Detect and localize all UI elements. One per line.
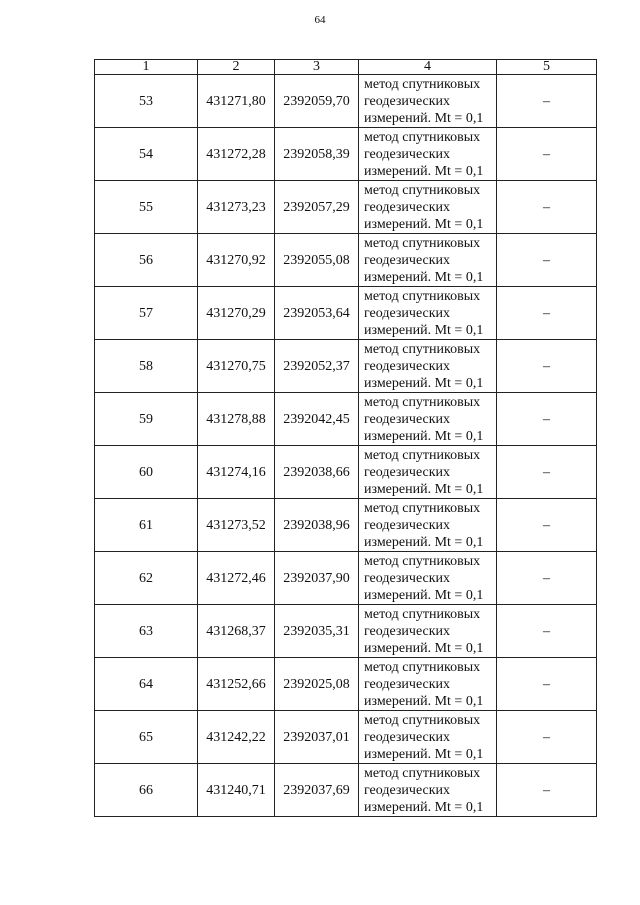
method-line: метод спутниковых — [364, 129, 481, 145]
x-coordinate-cell: 431278,88 — [198, 393, 275, 446]
x-coordinate-cell: 431272,46 — [198, 552, 275, 605]
point-number-cell: 60 — [95, 446, 198, 499]
point-number-cell: 53 — [95, 75, 198, 128]
table-row — [95, 446, 597, 499]
method-line: измерений. Mt = 0,1 — [364, 587, 484, 603]
table-row — [95, 605, 597, 658]
x-coordinate-cell: 431274,16 — [198, 446, 275, 499]
y-coordinate-cell: 2392037,69 — [275, 764, 359, 817]
y-coordinate-cell: 2392037,90 — [275, 552, 359, 605]
method-line: геодезических — [364, 358, 451, 374]
method-cell — [359, 340, 497, 393]
x-coordinate-cell: 431268,37 — [198, 605, 275, 658]
method-line: измерений. Mt = 0,1 — [364, 746, 484, 762]
note-cell: – — [497, 605, 597, 658]
note-cell: – — [497, 552, 597, 605]
table-row — [95, 75, 597, 128]
point-number-cell: 54 — [95, 128, 198, 181]
method-line: метод спутниковых — [364, 712, 481, 728]
method-line: измерений. Mt = 0,1 — [364, 110, 484, 126]
method-line: измерений. Mt = 0,1 — [364, 216, 484, 232]
method-line: измерений. Mt = 0,1 — [364, 799, 484, 815]
y-coordinate-cell: 2392055,08 — [275, 234, 359, 287]
method-cell — [359, 287, 497, 340]
point-number-cell: 66 — [95, 764, 198, 817]
y-coordinate-cell: 2392059,70 — [275, 75, 359, 128]
method-cell — [359, 658, 497, 711]
point-number-cell: 56 — [95, 234, 198, 287]
table-row — [95, 340, 597, 393]
note-cell: – — [497, 764, 597, 817]
method-cell — [359, 764, 497, 817]
x-coordinate-cell: 431273,52 — [198, 499, 275, 552]
point-number-cell: 65 — [95, 711, 198, 764]
y-coordinate-cell: 2392038,96 — [275, 499, 359, 552]
note-cell: – — [497, 446, 597, 499]
point-number-cell: 58 — [95, 340, 198, 393]
method-line: измерений. Mt = 0,1 — [364, 322, 484, 338]
method-line: геодезических — [364, 199, 451, 215]
column-header: 4 — [359, 60, 497, 75]
method-line: метод спутниковых — [364, 76, 481, 92]
y-coordinate-cell: 2392042,45 — [275, 393, 359, 446]
method-cell — [359, 499, 497, 552]
point-number-cell: 64 — [95, 658, 198, 711]
point-number-cell: 61 — [95, 499, 198, 552]
point-number-cell: 55 — [95, 181, 198, 234]
y-coordinate-cell: 2392053,64 — [275, 287, 359, 340]
page-number: 64 — [314, 14, 326, 26]
method-line: метод спутниковых — [364, 341, 481, 357]
note-cell: – — [497, 75, 597, 128]
note-cell: – — [497, 287, 597, 340]
method-line: измерений. Mt = 0,1 — [364, 163, 484, 179]
point-number-cell: 62 — [95, 552, 198, 605]
y-coordinate-cell: 2392025,08 — [275, 658, 359, 711]
method-line: измерений. Mt = 0,1 — [364, 269, 484, 285]
method-line: геодезических — [364, 305, 451, 321]
method-cell — [359, 446, 497, 499]
x-coordinate-cell: 431252,66 — [198, 658, 275, 711]
y-coordinate-cell: 2392038,66 — [275, 446, 359, 499]
note-cell: – — [497, 658, 597, 711]
x-coordinate-cell: 431272,28 — [198, 128, 275, 181]
method-cell — [359, 234, 497, 287]
x-coordinate-cell: 431273,23 — [198, 181, 275, 234]
note-cell: – — [497, 128, 597, 181]
column-header: 3 — [275, 60, 359, 75]
table-row — [95, 287, 597, 340]
method-line: геодезических — [364, 93, 451, 109]
y-coordinate-cell: 2392052,37 — [275, 340, 359, 393]
method-line: геодезических — [364, 464, 451, 480]
table-row — [95, 393, 597, 446]
method-line: геодезических — [364, 729, 451, 745]
x-coordinate-cell: 431242,22 — [198, 711, 275, 764]
method-cell — [359, 552, 497, 605]
method-line: метод спутниковых — [364, 288, 481, 304]
table-row — [95, 764, 597, 817]
coordinates-table — [94, 59, 597, 817]
method-cell — [359, 605, 497, 658]
method-line: измерений. Mt = 0,1 — [364, 375, 484, 391]
method-line: геодезических — [364, 411, 451, 427]
method-line: измерений. Mt = 0,1 — [364, 640, 484, 656]
column-header: 5 — [497, 60, 597, 75]
method-cell — [359, 711, 497, 764]
method-line: геодезических — [364, 252, 451, 268]
y-coordinate-cell: 2392058,39 — [275, 128, 359, 181]
point-number-cell: 63 — [95, 605, 198, 658]
method-line: метод спутниковых — [364, 765, 481, 781]
method-cell — [359, 75, 497, 128]
method-cell — [359, 128, 497, 181]
note-cell: – — [497, 711, 597, 764]
column-header: 1 — [95, 60, 198, 75]
point-number-cell: 57 — [95, 287, 198, 340]
note-cell: – — [497, 499, 597, 552]
method-line: геодезических — [364, 623, 451, 639]
method-line: метод спутниковых — [364, 500, 481, 516]
x-coordinate-cell: 431270,75 — [198, 340, 275, 393]
point-number-cell: 59 — [95, 393, 198, 446]
table-row — [95, 128, 597, 181]
method-line: метод спутниковых — [364, 394, 481, 410]
note-cell: – — [497, 181, 597, 234]
table-header-row — [95, 60, 597, 75]
table-row — [95, 658, 597, 711]
table-row — [95, 499, 597, 552]
table-row — [95, 234, 597, 287]
method-line: измерений. Mt = 0,1 — [364, 534, 484, 550]
note-cell: – — [497, 340, 597, 393]
table-row — [95, 552, 597, 605]
method-line: метод спутниковых — [364, 235, 481, 251]
x-coordinate-cell: 431240,71 — [198, 764, 275, 817]
method-line: метод спутниковых — [364, 606, 481, 622]
column-header: 2 — [198, 60, 275, 75]
method-line: геодезических — [364, 146, 451, 162]
table-row — [95, 181, 597, 234]
method-line: геодезических — [364, 517, 451, 533]
method-cell — [359, 393, 497, 446]
x-coordinate-cell: 431271,80 — [198, 75, 275, 128]
method-line: измерений. Mt = 0,1 — [364, 481, 484, 497]
method-line: метод спутниковых — [364, 659, 481, 675]
y-coordinate-cell: 2392057,29 — [275, 181, 359, 234]
method-line: геодезических — [364, 676, 451, 692]
table-row — [95, 711, 597, 764]
x-coordinate-cell: 431270,29 — [198, 287, 275, 340]
method-line: геодезических — [364, 782, 451, 798]
method-line: геодезических — [364, 570, 451, 586]
method-line: метод спутниковых — [364, 553, 481, 569]
method-line: метод спутниковых — [364, 447, 481, 463]
note-cell: – — [497, 234, 597, 287]
note-cell: – — [497, 393, 597, 446]
method-cell — [359, 181, 497, 234]
method-line: измерений. Mt = 0,1 — [364, 693, 484, 709]
method-line: измерений. Mt = 0,1 — [364, 428, 484, 444]
x-coordinate-cell: 431270,92 — [198, 234, 275, 287]
y-coordinate-cell: 2392037,01 — [275, 711, 359, 764]
method-line: метод спутниковых — [364, 182, 481, 198]
y-coordinate-cell: 2392035,31 — [275, 605, 359, 658]
